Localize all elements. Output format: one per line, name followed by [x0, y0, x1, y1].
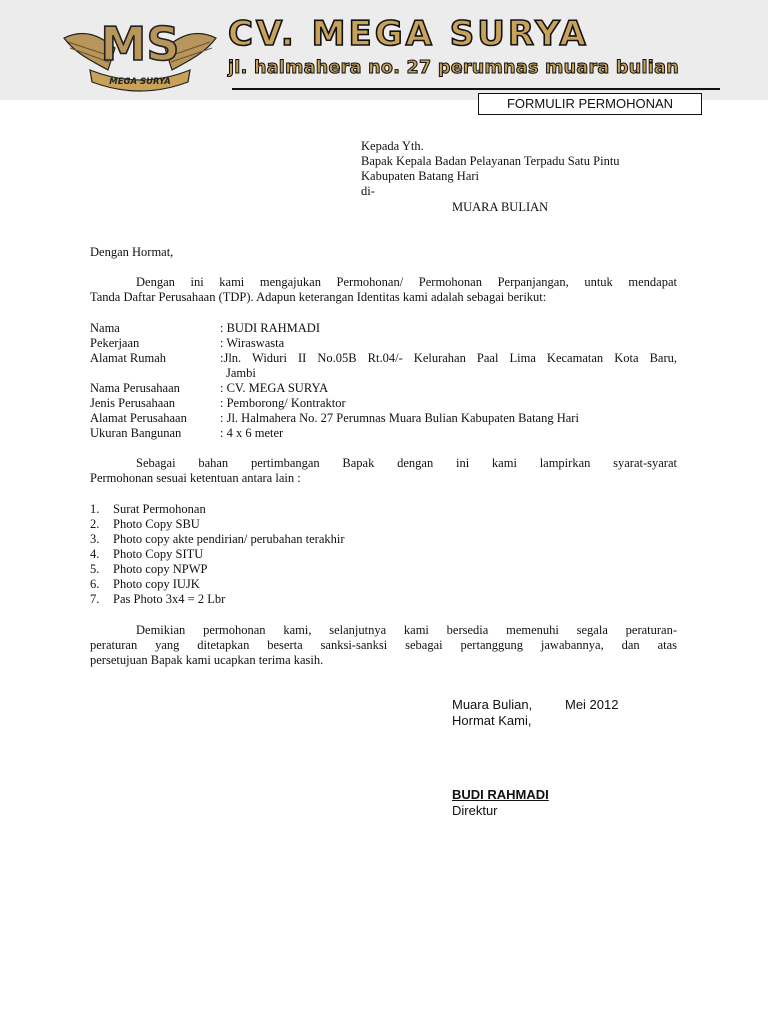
recipient-city: MUARA BULIAN	[452, 200, 549, 214]
recipient-to: Kepada Yth.	[361, 139, 424, 153]
list-number: 6.	[90, 577, 100, 591]
list-item: Photo copy akte pendirian/ perubahan terakhir	[113, 532, 345, 546]
recipient-line-2: Kabupaten Batang Hari	[361, 169, 480, 183]
list-item: Photo Copy SITU	[113, 547, 204, 561]
intro-line-2: Tanda Daftar Perusahaan (TDP). Adapun keterangan Identitas kami adalah sebagai berikut:	[90, 290, 547, 304]
signature-date: Mei 2012	[565, 697, 619, 712]
closing-line-3: persetujuan Bapak kami ucapkan terima kasih.	[90, 653, 324, 667]
identity-value: : BUDI RAHMADI	[220, 321, 320, 335]
company-name: CV. MEGA SURYA	[228, 14, 589, 54]
closing-line-1: Demikian permohonan kami, selanjutnya kami bersedia memenuhi segala peraturan-	[136, 623, 677, 637]
identity-value: :Jln. Widuri II No.05B Rt.04/- Kelurahan Paal Lima Kecamatan Kota Baru,	[220, 351, 677, 365]
list-number: 7.	[90, 592, 100, 606]
identity-label: Nama Perusahaan	[90, 381, 180, 395]
requirements-intro-line-2: Permohonan sesuai ketentuan antara lain :	[90, 471, 301, 485]
letterhead-divider	[232, 88, 720, 90]
list-item: Photo Copy SBU	[113, 517, 200, 531]
list-number: 5.	[90, 562, 100, 576]
list-number: 1.	[90, 502, 100, 516]
greeting: Dengan Hormat,	[90, 245, 174, 259]
signature-regards: Hormat Kami,	[452, 713, 532, 728]
identity-value: : CV. MEGA SURYA	[220, 381, 329, 395]
identity-value: : Pemborong/ Kontraktor	[220, 396, 346, 410]
closing-line-2: peraturan yang ditetapkan beserta sanksi-sanksi sebagai pertanggung jawabannya, dan atas	[90, 638, 677, 652]
list-item: Photo copy NPWP	[113, 562, 208, 576]
identity-label: Alamat Perusahaan	[90, 411, 187, 425]
requirements-intro-line-1: Sebagai bahan pertimbangan Bapak dengan ini kami lampirkan syarat-syarat	[136, 456, 677, 470]
company-logo	[60, 8, 220, 96]
intro-line-1: Dengan ini kami mengajukan Permohonan/ Permohonan Perpanjangan, untuk mendapat	[136, 275, 677, 289]
signer-title: Direktur	[452, 803, 498, 818]
list-number: 4.	[90, 547, 100, 561]
company-address: jl. halmahera no. 27 perumnas muara bulian	[228, 58, 679, 78]
identity-label: Pekerjaan	[90, 336, 140, 350]
identity-value-continued: Jambi	[226, 366, 256, 380]
logo-letters: MS	[100, 17, 180, 71]
identity-label: Ukuran Bangunan	[90, 426, 182, 440]
identity-value: : Wiraswasta	[220, 336, 285, 350]
list-item: Pas Photo 3x4 = 2 Lbr	[113, 592, 226, 606]
list-item: Surat Permohonan	[113, 502, 206, 516]
identity-value: : Jl. Halmahera No. 27 Perumnas Muara Bulian Kabupaten Batang Hari	[220, 411, 579, 425]
list-number: 2.	[90, 517, 100, 531]
identity-label: Jenis Perusahaan	[90, 396, 176, 410]
signer-name: BUDI RAHMADI	[452, 787, 549, 802]
identity-label: Nama	[90, 321, 120, 335]
recipient-line-1: Bapak Kepala Badan Pelayanan Terpadu Satu Pintu	[361, 154, 620, 168]
letterhead	[0, 0, 768, 100]
list-number: 3.	[90, 532, 100, 546]
form-title: FORMULIR PERMOHONAN	[478, 93, 702, 115]
identity-label: Alamat Rumah	[90, 351, 167, 365]
list-item: Photo copy IUJK	[113, 577, 200, 591]
recipient-di: di-	[361, 184, 375, 198]
logo-ribbon-text: MEGA SURYA	[109, 77, 171, 87]
identity-value: : 4 x 6 meter	[220, 426, 284, 440]
signature-place: Muara Bulian,	[452, 697, 533, 712]
